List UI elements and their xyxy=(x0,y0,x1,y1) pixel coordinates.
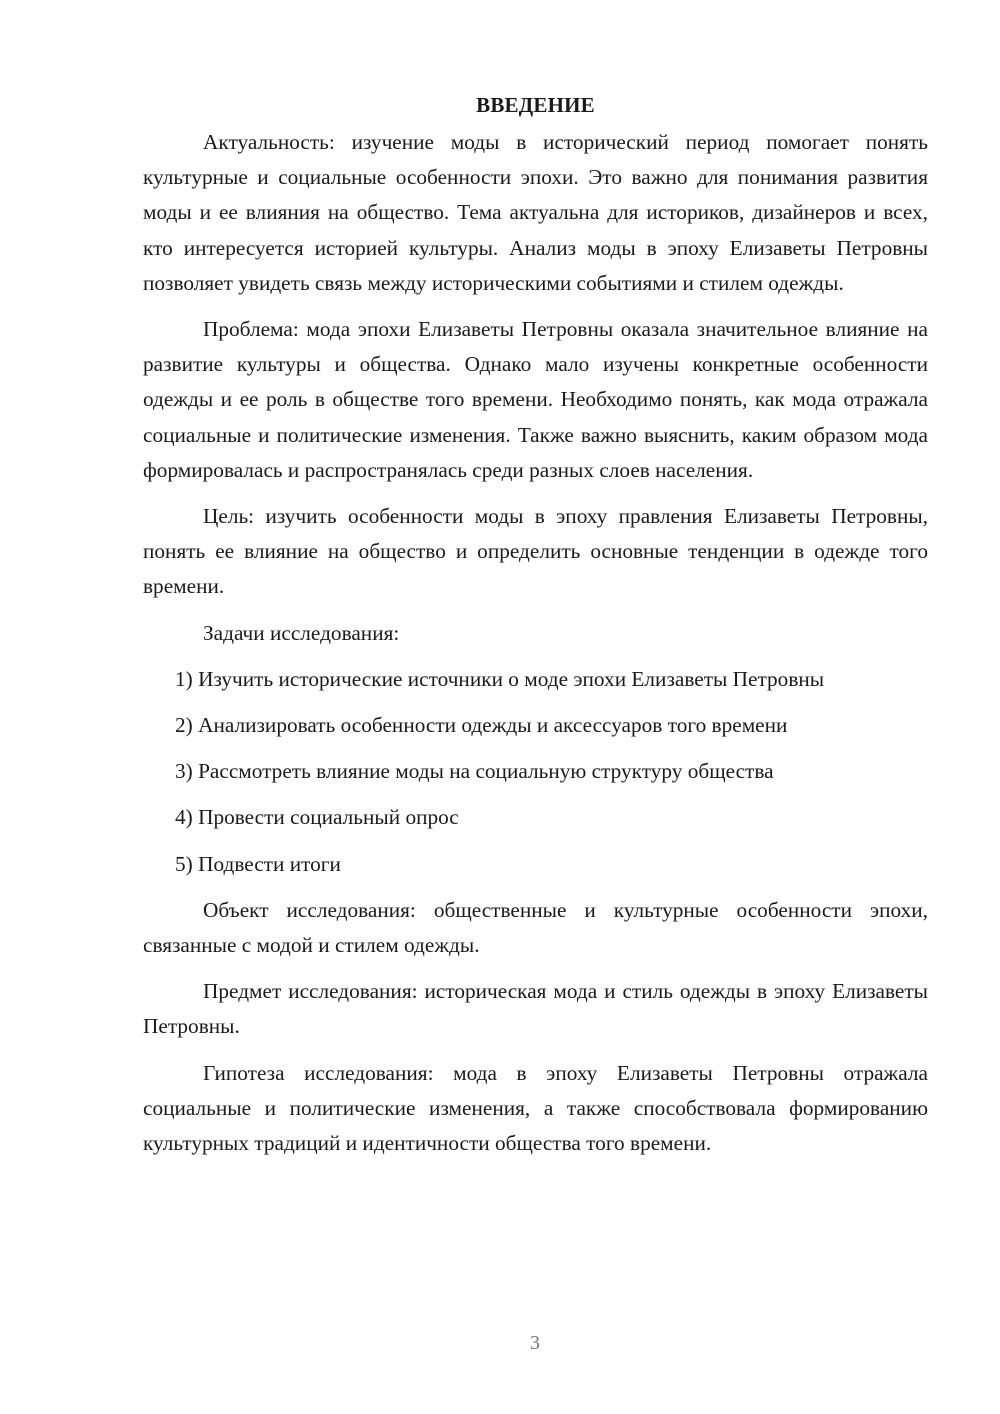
task-item: 5) Подвести итоги xyxy=(175,851,341,876)
relevance-paragraph: Актуальность: изучение моды в исторический период помогает понять культурные и социальные особенности эпохи. Это важно для понимания развития моды и ее влияния на общество. Тема актуальна для историков, дизайнеров и всех, кто интересуется историей культуры. Анализ моды в эпоху Елизаветы Петровны позволяет увидеть связь между историческими событиями и стилем одежды. xyxy=(143,130,928,295)
task-item: 4) Провести социальный опрос xyxy=(175,805,459,830)
document-page xyxy=(143,88,928,1161)
hypothesis-paragraph: Гипотеза исследования: мода в эпоху Елизаветы Петровны отражала социальные и политические изменения, а также способствовала формированию культурных традиций и идентичности общества того времени. xyxy=(143,1060,928,1156)
tasks-title: Задачи исследования: xyxy=(203,620,400,645)
section-heading: ВВЕДЕНИЕ xyxy=(476,93,595,117)
task-item: 2) Анализировать особенности одежды и аксессуаров того времени xyxy=(175,713,788,738)
task-item: 1) Изучить исторические источники о моде эпохи Елизаветы Петровны xyxy=(175,666,825,691)
object-paragraph: Объект исследования: общественные и культурные особенности эпохи, связанные с модой и стилем одежды. xyxy=(143,897,928,958)
subject-paragraph: Предмет исследования: историческая мода и стиль одежды в эпоху Елизаветы Петровны. xyxy=(143,979,928,1039)
problem-paragraph: Проблема: мода эпохи Елизаветы Петровны оказала значительное влияние на развитие культуры и общества. Однако мало изучены конкретные особенности одежды и ее роль в обществе того времени. Необходимо понять, как мода отражала социальные и политические изменения. Также важно выяснить, каким образом мода формировалась и распространялась среди разных слоев населения. xyxy=(143,317,928,482)
page-number: 3 xyxy=(530,1332,540,1354)
task-item: 3) Рассмотреть влияние моды на социальную структуру общества xyxy=(175,759,774,784)
goal-paragraph: Цель: изучить особенности моды в эпоху правления Елизаветы Петровны, понять ее влияние на общество и определить основные тенденции в одежде того времени. xyxy=(143,504,928,599)
